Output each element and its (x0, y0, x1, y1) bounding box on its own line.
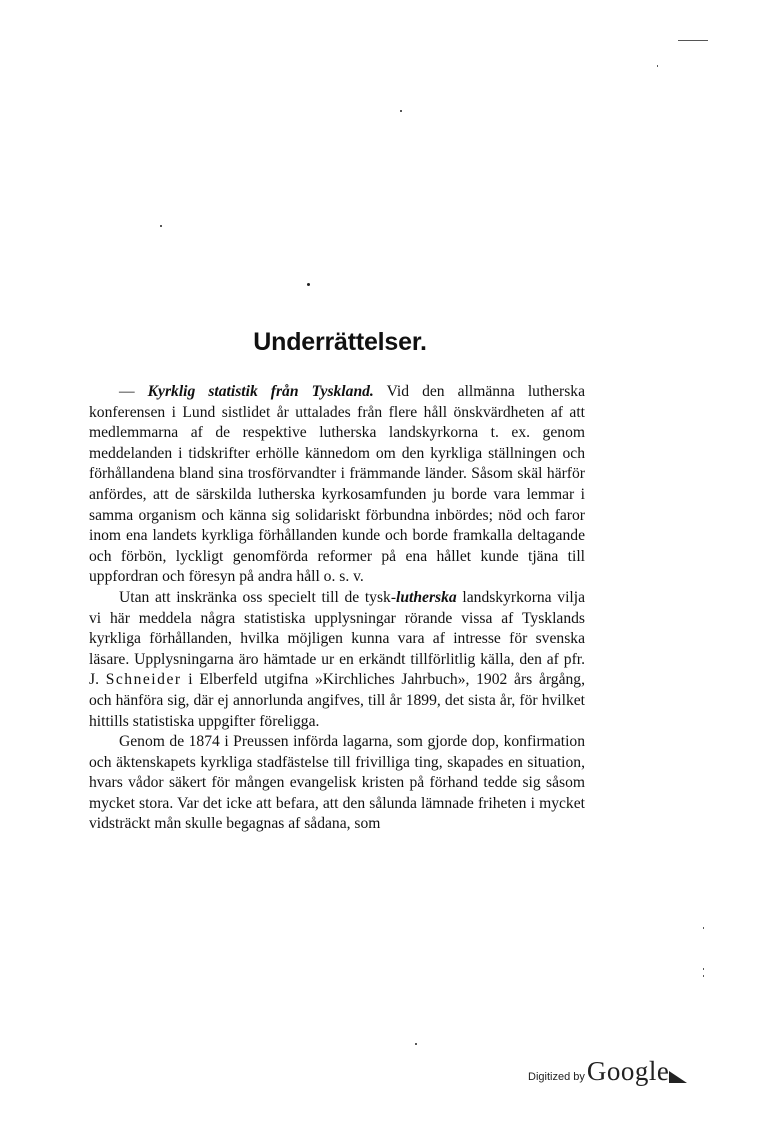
paragraph-text: Vid den allmänna lutherska konferensen i Lund sistlidet år uttalades från flere håll önskvärdheten af att medlemmarna af de respektive lutherska landskyrkorna t. ex. genom meddelanden i tidskrifter erhölle kännedom om den kyrkliga ställningen och förhållandena bland sina trosförvandter i främmande länder. Såsom skäl härför anfördes, att de särskilda lutherska kyrkosamfunden ju borde vara lemmar i samma organism och känna sig solidariskt förbundna inbördes; nöd och faror inom ena landets kyrkliga förhållanden kunde och borde framkalla deltagande och förbön, lyckligt genomförda reformer på ena hållet kunde tjäna till uppfordran och föresyn på andra håll o. s. v. (89, 383, 586, 586)
scan-speck (703, 927, 704, 929)
emphasized-word: lutherska (396, 588, 457, 606)
watermark-prefix: Digitized by (528, 1071, 585, 1083)
paragraph-text: landskyrkorna vilja vi här meddela några statistiska upplysningar rörande vissa af Tysklands kyrkliga förhållanden, hvilka möjligen kunna vara af intresse för svenska läsare. Upplysningarna äro hämtade ur en erkändt tillförlitlig källa, den af pfr. J. (89, 588, 585, 689)
paragraph-sources (89, 588, 585, 732)
paragraph-intro (89, 382, 585, 588)
play-arrow-icon (667, 1069, 689, 1085)
paragraph-prussia (89, 732, 585, 835)
scan-speck (400, 110, 402, 112)
scan-speck (657, 65, 658, 67)
scan-speck (703, 968, 704, 970)
scan-speck (160, 225, 162, 227)
scan-edge-rule (678, 40, 708, 41)
scan-speck (415, 1043, 417, 1045)
page-title: Underrättelser. (253, 328, 427, 356)
scan-speck (703, 975, 704, 977)
paragraph-text: i Elberfeld utgifna »Kirchliches Jahrbuch», 1902 års årgång, och hänföra sig, där ej annorlunda angifves, till år 1899, det sista år, för hvilket hittills statistiska uppgifter föreligga. (89, 671, 585, 730)
digitized-watermark (528, 1056, 689, 1087)
author-name: Schneider (105, 671, 182, 689)
paragraph-text: Genom de 1874 i Preussen införda lagarna, som gjorde dop, konfirmation och äktenskapets kyrkliga stadfästelse till frivilliga ting, skapades en situation, hvars vådor säkert för mången evangelisk kristen på förhand tedde sig såsom mycket stora. Var det icke att befara, att den sålunda lämnade friheten i mycket vidsträckt mån skulle begagnas af sådana, som (89, 733, 585, 833)
scan-speck (307, 283, 310, 286)
section-heading-inline: Kyrklig statistik från Tyskland. (147, 383, 374, 400)
lead-dash: — (119, 383, 148, 400)
google-logo: Google (586, 1056, 670, 1086)
article-body (89, 382, 585, 835)
paragraph-text: Utan att inskränka oss specielt till de tysk- (119, 588, 397, 606)
